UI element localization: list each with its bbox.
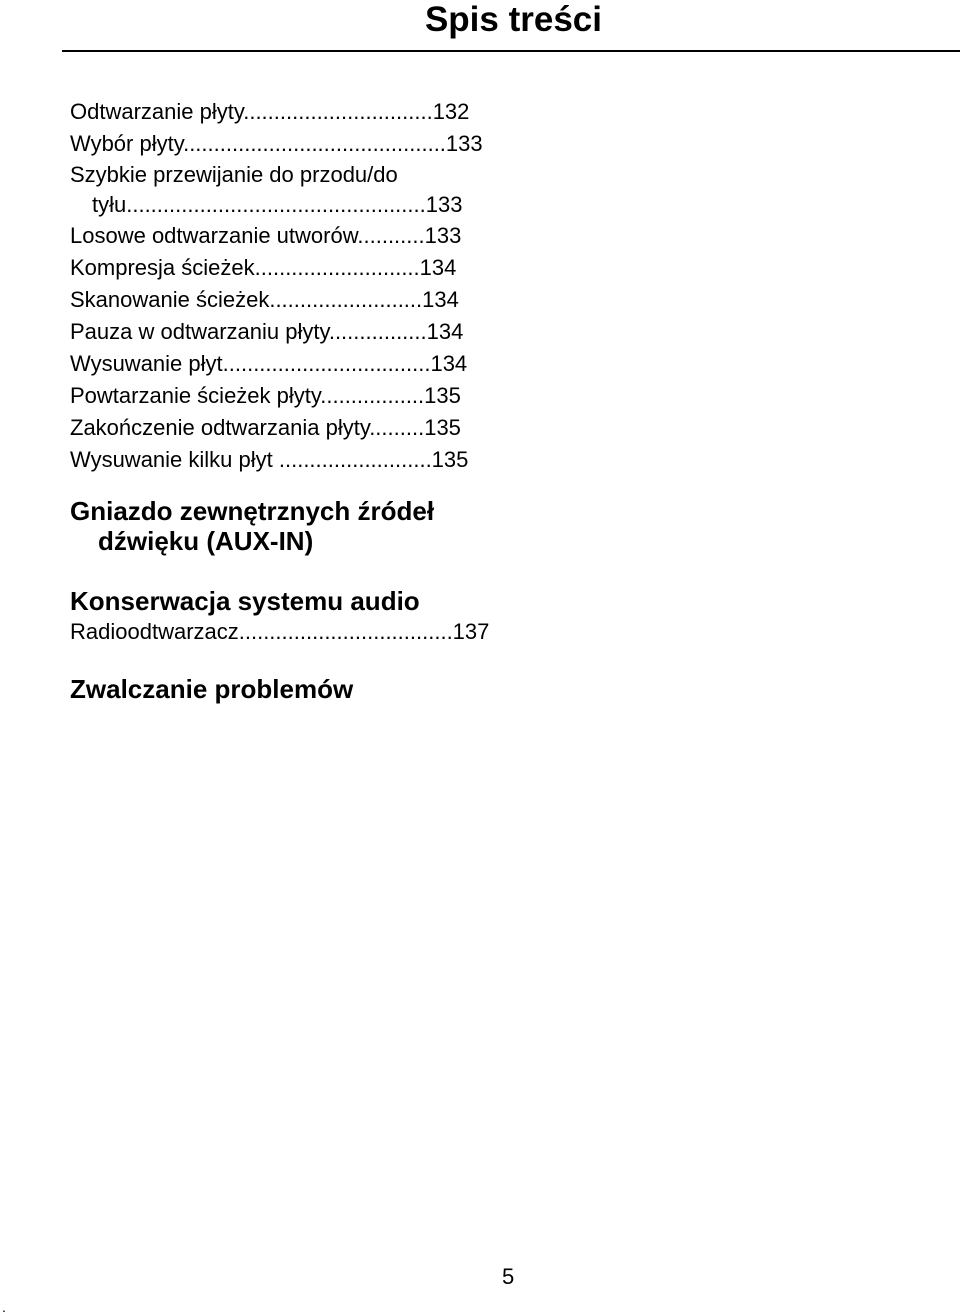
toc-entry-line: tyłu.................................................133	[92, 192, 463, 217]
page-title: Spis treści	[424, 0, 602, 39]
corner-mark: .	[2, 1299, 6, 1315]
toc-entry-repeat[interactable]: Powtarzanie ścieżek płyty.................135	[70, 383, 461, 408]
section-heading-aux-in[interactable]	[70, 496, 510, 556]
toc-entry-eject[interactable]: Wysuwanie płyt..................................134	[70, 351, 468, 376]
toc-entry-track-compression[interactable]: Kompresja ścieżek...........................134	[70, 255, 457, 280]
spacer	[70, 476, 510, 496]
table-of-contents	[70, 96, 510, 704]
toc-entry-disc-select[interactable]: Wybór płyty...........................................133	[70, 131, 483, 156]
toc-entry-disc-playback[interactable]: Odtwarzanie płyty...............................132	[70, 99, 470, 124]
section-heading-line: Gniazdo zewnętrznych źródeł	[70, 496, 435, 526]
toc-entry-eject-multiple[interactable]: Wysuwanie kilku płyt .........................135	[70, 447, 469, 472]
section-heading-audio-care[interactable]: Konserwacja systemu audio	[70, 586, 420, 616]
toc-entry-line: Szybkie przewijanie do przodu/do	[70, 162, 398, 187]
toc-entry-fast-forward-rewind[interactable]	[70, 160, 510, 220]
title-divider	[62, 50, 960, 52]
spacer	[70, 556, 510, 586]
toc-entry-radio-player[interactable]: Radioodtwarzacz...................................137	[70, 619, 490, 644]
toc-entry-random-play[interactable]: Losowe odtwarzanie utworów...........133	[70, 223, 462, 248]
toc-entry-track-scan[interactable]: Skanowanie ścieżek.........................134	[70, 287, 459, 312]
section-heading-troubleshooting[interactable]: Zwalczanie problemów	[70, 674, 354, 704]
toc-entry-stop[interactable]: Zakończenie odtwarzania płyty.........135	[70, 415, 461, 440]
page-number: 5	[502, 1264, 515, 1289]
section-heading-line: dźwięku (AUX-IN)	[98, 526, 314, 556]
toc-entry-pause[interactable]: Pauza w odtwarzaniu płyty................134	[70, 319, 464, 344]
spacer	[70, 648, 510, 674]
